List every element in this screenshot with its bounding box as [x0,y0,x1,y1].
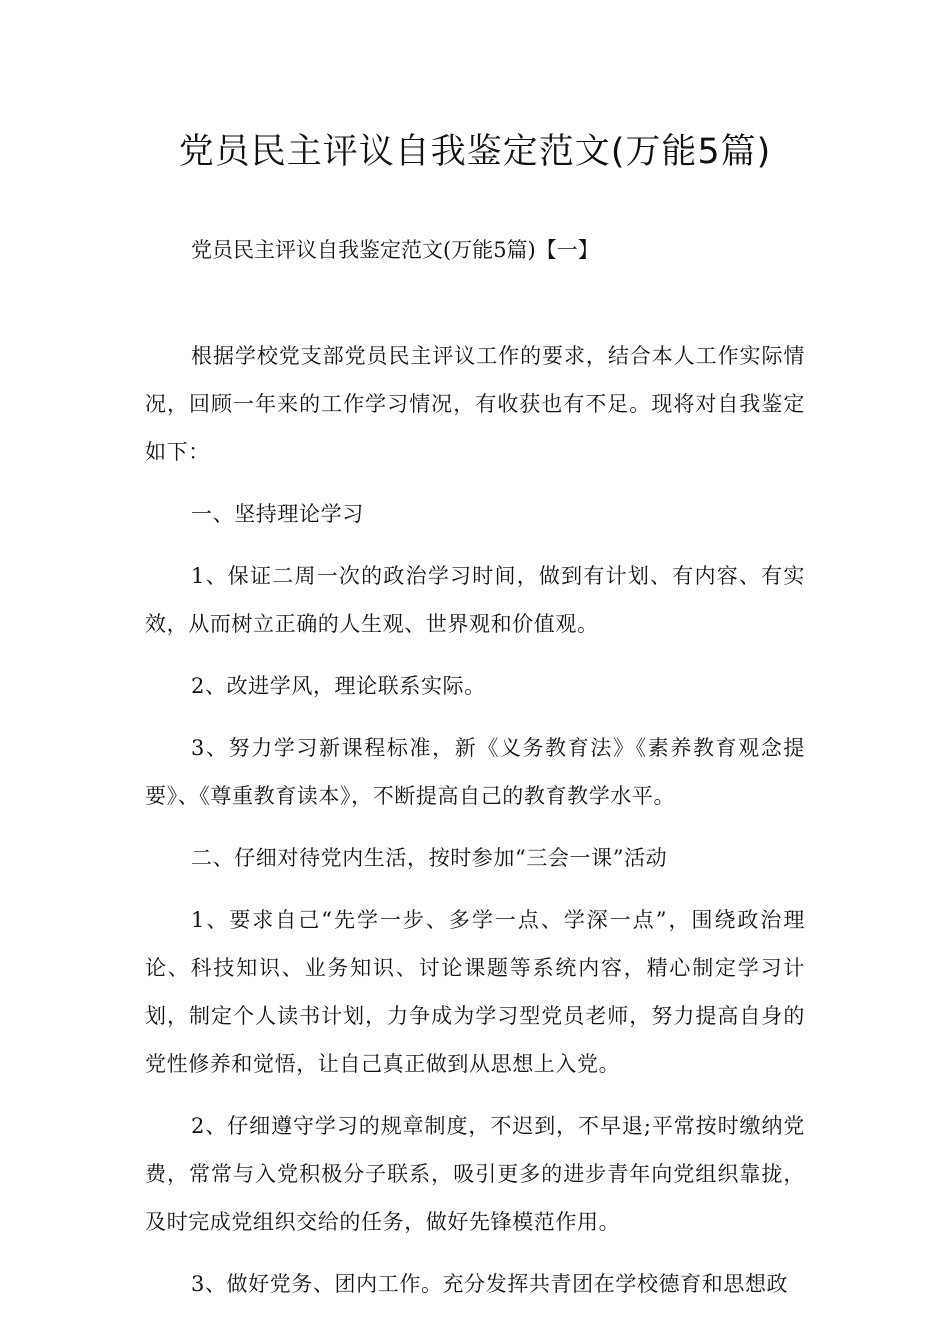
paragraph: 2、仔细遵守学习的规章制度，不迟到，不早退;平常按时缴纳党费，常常与入党积极分子联系，吸引更多的进步青年向党组织靠拢，及时完成党组织交给的任务，做好先锋模范作用。 [145,1114,805,1234]
paragraph: 3、努力学习新课程标准，新《义务教育法》《素养教育观念提要》、《尊重教育读本》，不断提高自己的教育教学水平。 [145,736,805,808]
section-subtitle: 党员民主评议自我鉴定范文(万能5篇)【一】 [191,238,599,262]
paragraph: 1、要求自己“先学一步、多学一点、学深一点”，围绕政治理论、科技知识、业务知识、讨论课题等系统内容，精心制定学习计划，制定个人读书计划，力争成为学习型党员老师，努力提高自身的党性修养和觉悟，让自己真正做到从思想上入党。 [145,908,805,1076]
paragraph: 2、改进学风，理论联系实际。 [191,674,486,698]
paragraph: 根据学校党支部党员民主评议工作的要求，结合本人工作实际情况，回顾一年来的工作学习情况，有收获也有不足。现将对自我鉴定如下： [145,344,805,464]
section-heading: 二、仔细对待党内生活，按时参加“三会一课”活动 [191,846,668,870]
paragraph: 3、做好党务、团内工作。充分发挥共青团在学校德育和思想政 [191,1272,789,1296]
paragraph: 1、保证二周一次的政治学习时间，做到有计划、有内容、有实效，从而树立正确的人生观、世界观和价值观。 [145,564,805,636]
section-heading: 一、坚持理论学习 [191,502,364,526]
document-body [145,332,805,1322]
document-title: 党员民主评议自我鉴定范文(万能5篇) [178,132,772,172]
